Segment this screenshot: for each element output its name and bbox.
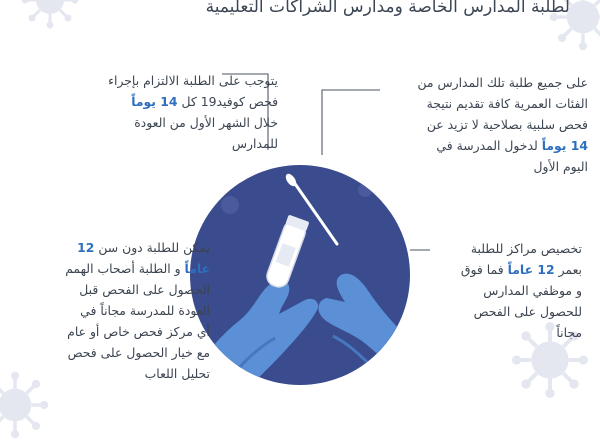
info-bottom-right: تخصيص مراكز للطلبة بعمر 12 عاماً فما فوق و موظفي المدارس للحصول على الفحص مجاناً [412, 238, 582, 343]
title-line-2: لطلبة المدارس الخاصة ومدارس الشراكات التعليمية [150, 0, 570, 19]
info-top-right: على جميع طلبة تلك المدارس من الفئات العمرية كافة تقديم نتيجة فحص سلبية بصلاحية لا تزيد عن 14 يوماً لدخول المدرسة في اليوم الأول [388, 72, 588, 177]
connector-top-right [322, 90, 380, 155]
info-top-left: يتوجب على الطلبة الالتزام بإجراء فحص كوفيد19 كل 14 يوماً خلال الشهر الأول من العودة للمدارس [78, 70, 278, 154]
info-bottom-left: يمكن للطلبة دون سن 12 عاماً و الطلبة أصحاب الهمم الحصول على الفحص قبل العودة للمدرسة مجاناً في أي مركز فحص خاص أو عام مع خيار الحصول على فحص تحليل اللعاب [20, 237, 210, 384]
swab-test-icon [185, 150, 415, 400]
